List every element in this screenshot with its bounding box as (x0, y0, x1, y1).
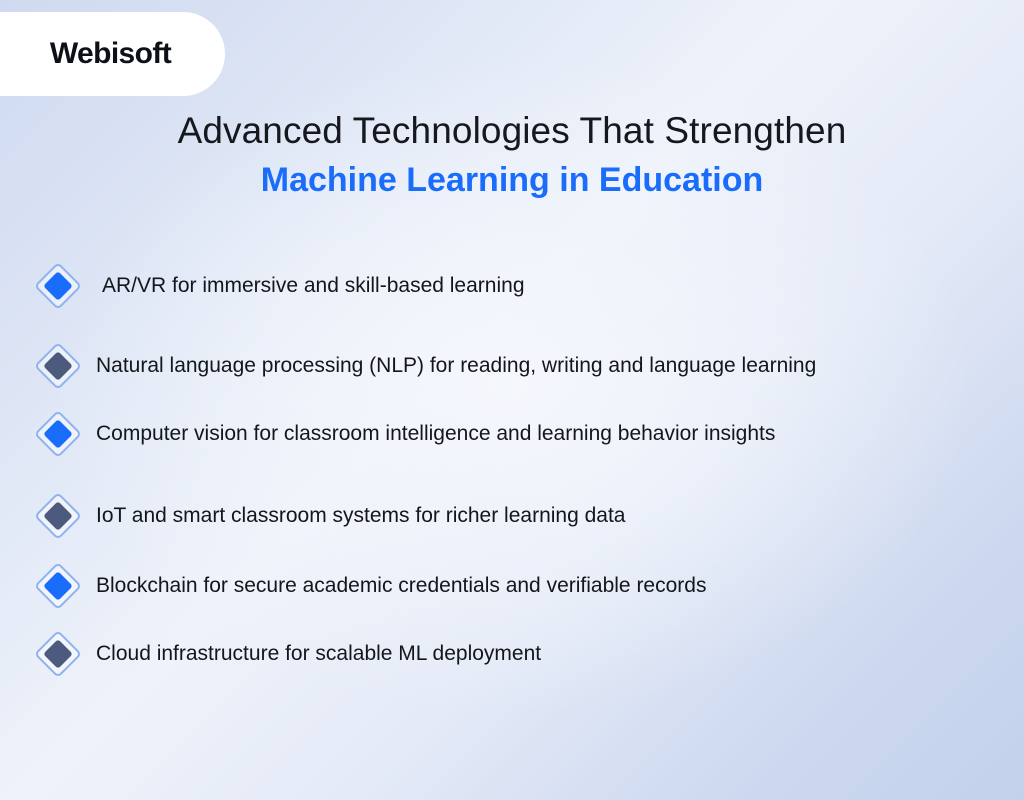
list-item-label: IoT and smart classroom systems for richer learning data (96, 504, 626, 528)
list-item-label: Blockchain for secure academic credentials and verifiable records (96, 574, 707, 598)
diamond-icon (34, 342, 82, 390)
diamond-icon (34, 492, 82, 540)
diamond-icon (34, 410, 82, 458)
list-item (34, 410, 1014, 458)
diamond-icon (34, 630, 82, 678)
diamond-icon (34, 262, 82, 310)
list-item-label: AR/VR for immersive and skill-based learning (102, 274, 525, 298)
list-item (34, 630, 1014, 678)
page-title (0, 108, 1024, 204)
brand-logo-text: Webisoft (49, 37, 172, 70)
title-line-primary: Advanced Technologies That Strengthen (177, 110, 847, 151)
list-item (34, 262, 1014, 310)
bullet-list (34, 262, 1014, 678)
list-item (34, 492, 1014, 540)
list-item-label: Computer vision for classroom intelligence and learning behavior insights (96, 422, 776, 446)
list-item (34, 562, 1014, 610)
list-item-label: Cloud infrastructure for scalable ML deployment (96, 642, 542, 666)
list-item (34, 342, 1014, 390)
list-item-label: Natural language processing (NLP) for reading, writing and language learning (96, 354, 817, 378)
diamond-icon (34, 562, 82, 610)
brand-logo (0, 12, 225, 96)
title-line-accent: Machine Learning in Education (260, 161, 764, 200)
